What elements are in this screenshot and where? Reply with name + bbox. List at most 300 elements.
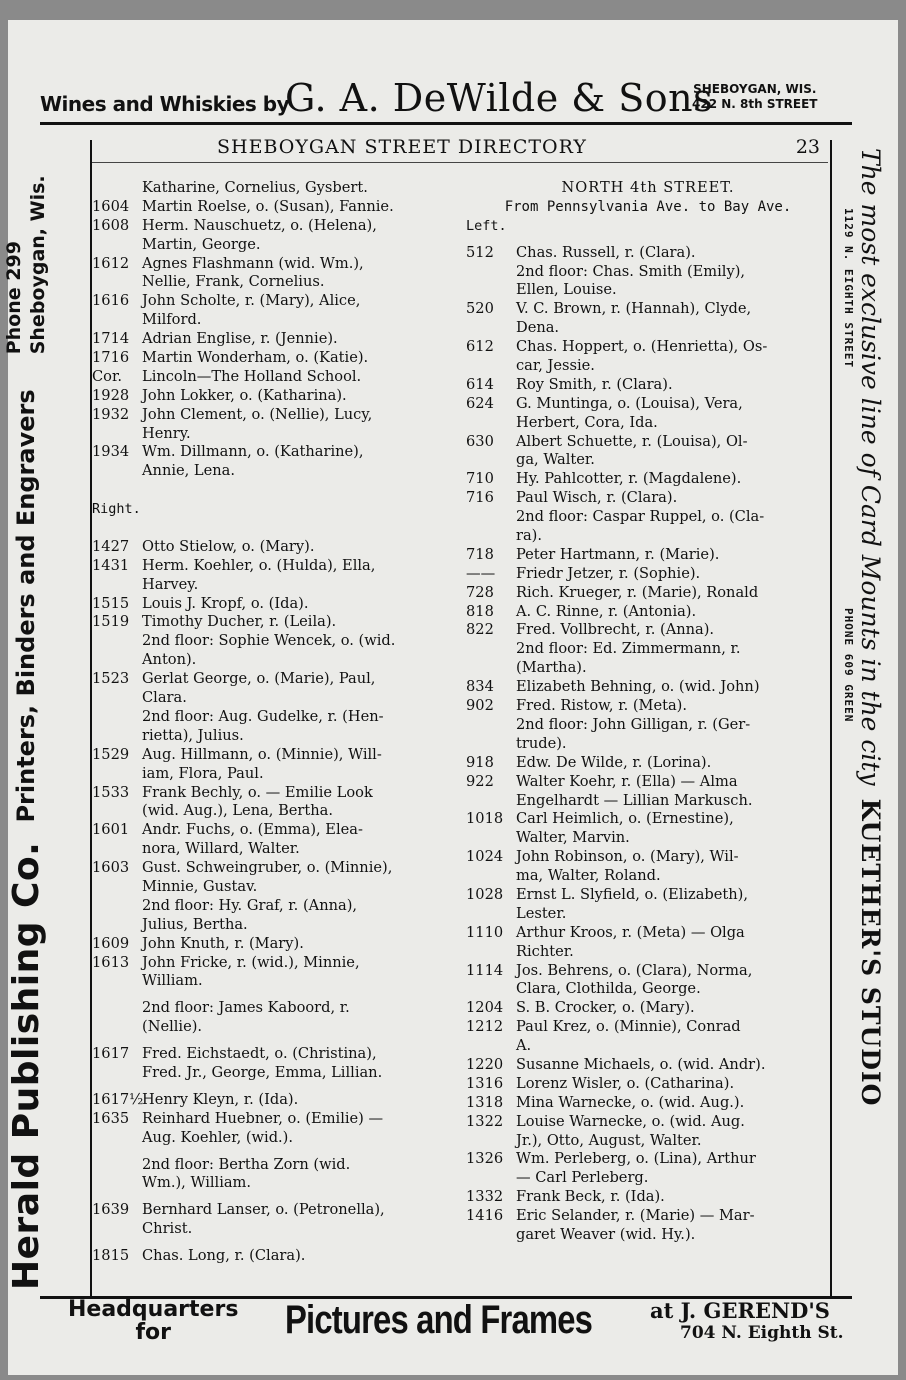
studio-tagline: The most exclusive line of Card Mounts in the city	[856, 148, 885, 786]
resident-names: Lincoln—The Holland School.	[142, 367, 362, 385]
ad-address	[692, 82, 817, 112]
directory-entry	[92, 689, 462, 708]
resident-names: Annie, Lena.	[142, 462, 235, 480]
directory-entry	[466, 357, 830, 376]
directory-entry	[466, 659, 830, 678]
spacer	[92, 1083, 462, 1091]
house-number: 834	[466, 678, 494, 696]
directory-entry	[92, 1064, 462, 1083]
resident-names: Ellen, Louise.	[516, 281, 617, 299]
resident-names: 2nd floor: James Kaboord, r.	[142, 999, 350, 1017]
spacer	[466, 236, 830, 244]
directory-entry	[466, 1207, 830, 1226]
house-number: 630	[466, 432, 494, 450]
resident-names: Paul Wisch, r. (Clara).	[516, 489, 678, 507]
directory-entry	[466, 640, 830, 659]
house-number: 1601	[92, 821, 130, 839]
resident-names: — Carl Perleberg.	[516, 1169, 649, 1187]
resident-names: Gust. Schweingruber, o. (Minnie),	[142, 859, 393, 877]
directory-entry	[92, 897, 462, 916]
house-number: 1318	[466, 1093, 504, 1111]
street-range: From Pennsylvania Ave. to Bay Ave.	[504, 198, 792, 215]
resident-names: Ernst L. Slyfield, o. (Elizabeth),	[516, 885, 749, 903]
directory-entry	[92, 727, 462, 746]
directory-entry	[466, 980, 830, 999]
resident-names: Fred. Ristow, r. (Meta).	[516, 697, 688, 715]
directory-entry	[92, 784, 462, 803]
resident-names: Chas. Long, r. (Clara).	[142, 1247, 306, 1265]
resident-names: 2nd floor: Ed. Zimmermann, r.	[516, 640, 741, 658]
resident-names: Reinhard Huebner, o. (Emilie) —	[142, 1109, 384, 1127]
directory-entry	[92, 443, 462, 462]
directory-entry	[92, 349, 462, 368]
directory-entry	[92, 916, 462, 935]
directory-entry	[466, 376, 830, 395]
directory-entry	[92, 217, 462, 236]
resident-names: Roy Smith, r. (Clara).	[516, 375, 673, 393]
directory-entry	[92, 670, 462, 689]
directory-entry	[92, 878, 462, 897]
directory-entry	[92, 840, 462, 859]
page-number: 23	[795, 136, 820, 158]
directory-entry	[466, 1037, 830, 1056]
resident-names: (Nellie).	[142, 1018, 203, 1036]
directory-entry	[92, 651, 462, 670]
house-number: 1533	[92, 783, 130, 801]
resident-names: Walter Koehr, r. (Ella) — Alma	[516, 772, 738, 790]
house-number: 1716	[92, 349, 130, 367]
resident-names: Frank Bechly, o. — Emilie Look	[142, 783, 373, 801]
directory-entry	[466, 244, 830, 263]
resident-names: Katharine, Cornelius, Gysbert.	[142, 179, 368, 196]
running-head	[92, 134, 828, 163]
directory-entry	[466, 527, 830, 546]
directory-entry	[466, 886, 830, 905]
resident-names: William.	[142, 972, 203, 990]
resident-names: Lester.	[516, 904, 567, 922]
directory-entry	[466, 773, 830, 792]
directory-entry	[92, 1201, 462, 1220]
resident-names: nora, Willard, Walter.	[142, 840, 300, 858]
directory-entry	[466, 584, 830, 603]
house-number: 718	[466, 545, 494, 563]
house-number: 902	[466, 697, 494, 715]
right-margin-ad	[842, 148, 885, 1107]
directory-entry	[92, 406, 462, 425]
directory-entry	[92, 1174, 462, 1193]
side-label: Right.	[92, 501, 141, 518]
directory-entry	[92, 368, 462, 387]
house-number: 614	[466, 375, 494, 393]
directory-entry	[466, 433, 830, 452]
resident-names: Louise Warnecke, o. (wid. Aug.	[516, 1112, 745, 1130]
resident-names: (Martha).	[516, 659, 587, 677]
house-number: 1612	[92, 254, 130, 272]
resident-names: Herm. Koehler, o. (Hulda), Ella,	[142, 556, 376, 574]
house-number: 710	[466, 470, 494, 488]
resident-names: 2nd floor: Sophie Wencek, o. (wid.	[142, 632, 396, 650]
left-margin-ad	[2, 175, 50, 1290]
directory-entry	[92, 273, 462, 292]
house-number: 1609	[92, 934, 130, 952]
house-number: 918	[466, 753, 494, 771]
directory-entry	[92, 821, 462, 840]
directory-entry	[92, 311, 462, 330]
directory-entry	[92, 613, 462, 632]
resident-names: Martin Wonderham, o. (Katie).	[142, 349, 369, 367]
house-number: 716	[466, 489, 494, 507]
printers-binders: Printers, Binders and Engravers	[12, 389, 40, 823]
studio-name: KUETHER'S STUDIO	[856, 798, 885, 1107]
resident-names: Chas. Hoppert, o. (Henrietta), Os-	[516, 338, 768, 356]
resident-names: 2nd floor: Aug. Gudelke, r. (Hen-	[142, 707, 384, 725]
resident-names: Otto Stielow, o. (Mary).	[142, 537, 315, 555]
house-number: 1523	[92, 670, 130, 688]
directory-entry	[92, 387, 462, 406]
directory-entry	[466, 565, 830, 584]
studio-street: 1129 N. EIGHTH STREET	[842, 208, 855, 369]
house-number: 512	[466, 243, 494, 261]
spacer	[92, 1193, 462, 1201]
directory-entry	[466, 924, 830, 943]
house-number: 1427	[92, 537, 130, 555]
resident-names: Aug. Koehler, (wid.).	[142, 1128, 294, 1146]
house-number: 1617	[92, 1045, 130, 1063]
house-number: 1024	[466, 848, 504, 866]
ad-gerend-address: 704 N. Eighth St.	[680, 1323, 844, 1343]
street-heading: NORTH 4th STREET.	[561, 179, 735, 196]
directory-entry	[92, 292, 462, 311]
directory-entry	[92, 999, 462, 1018]
directory-entry	[92, 1156, 462, 1175]
directory-entry	[466, 470, 830, 489]
directory-entry	[92, 179, 462, 198]
ad-address-street: 422 N. 8th STREET	[692, 97, 818, 111]
house-number: 1519	[92, 613, 130, 631]
ad-firm-name: G. A. DeWilde & Sons	[285, 76, 714, 120]
directory-entry	[92, 708, 462, 727]
directory-entry	[92, 557, 462, 576]
house-number: 1932	[92, 405, 130, 423]
directory-entry	[466, 697, 830, 716]
directory-entry	[466, 792, 830, 811]
directory-entry	[466, 678, 830, 697]
directory-entry	[92, 859, 462, 878]
house-number: 1322	[466, 1112, 504, 1130]
resident-names: Wm.), William.	[142, 1174, 252, 1192]
resident-names: Albert Schuette, r. (Louisa), Ol-	[516, 432, 748, 450]
ad-wines-text: Wines and Whiskies by	[40, 92, 290, 116]
directory-entry	[466, 810, 830, 829]
house-number: 1934	[92, 443, 130, 461]
resident-names: Jr.), Otto, August, Walter.	[516, 1131, 702, 1149]
directory-entry	[92, 425, 462, 444]
directory-entry	[466, 1018, 830, 1037]
directory-entry	[92, 632, 462, 651]
house-number: 1212	[466, 1018, 504, 1036]
directory-entry	[92, 1045, 462, 1064]
ad-headquarters-word: Headquarters	[68, 1297, 239, 1322]
right-border	[830, 140, 832, 1296]
directory-entry	[92, 802, 462, 821]
resident-names: Julius, Bertha.	[142, 915, 248, 933]
resident-names: Herbert, Cora, Ida.	[516, 413, 658, 431]
herald-contact	[2, 175, 50, 354]
resident-names: Clara.	[142, 689, 187, 707]
directory-entry	[92, 255, 462, 274]
resident-names: John Robinson, o. (Mary), Wil-	[516, 848, 739, 866]
resident-names: Bernhard Lanser, o. (Petronella),	[142, 1201, 385, 1219]
directory-entry	[92, 765, 462, 784]
resident-names: iam, Flora, Paul.	[142, 764, 264, 782]
ad-pictures-frames: Pictures and Frames	[285, 1298, 593, 1342]
resident-names: A. C. Rinne, r. (Antonia).	[516, 602, 697, 620]
directory-entry	[92, 1247, 462, 1266]
directory-entry	[466, 1113, 830, 1132]
resident-names: Richter.	[516, 942, 574, 960]
directory-entry	[466, 905, 830, 924]
house-number: 1608	[92, 216, 130, 234]
directory-entry	[92, 746, 462, 765]
directory-entry	[466, 263, 830, 282]
ad-headquarters	[68, 1298, 238, 1344]
spacer	[92, 991, 462, 999]
resident-names: Mina Warnecke, o. (wid. Aug.).	[516, 1093, 745, 1111]
house-number: 1204	[466, 999, 504, 1017]
resident-names: Peter Hartmann, r. (Marie).	[516, 545, 720, 563]
resident-names: Rich. Krueger, r. (Marie), Ronald	[516, 583, 759, 601]
spacer	[92, 1239, 462, 1247]
herald-phone: Phone 299	[3, 241, 25, 355]
ad-for-word: for	[135, 1320, 171, 1345]
directory-entry	[466, 735, 830, 754]
directory-entry	[466, 943, 830, 962]
resident-names: ra).	[516, 527, 543, 545]
directory-entry	[92, 462, 462, 481]
resident-names: Frank Beck, r. (Ida).	[516, 1188, 665, 1206]
house-number: 1613	[92, 953, 130, 971]
house-number: Cor.	[92, 367, 122, 385]
resident-names: 2nd floor: Chas. Smith (Emily),	[516, 262, 746, 280]
resident-names: John Fricke, r. (wid.), Minnie,	[142, 953, 360, 971]
house-number: 1815	[92, 1247, 130, 1265]
house-number: 1028	[466, 885, 504, 903]
house-number: 1604	[92, 197, 130, 215]
resident-names: John Scholte, r. (Mary), Alice,	[142, 292, 361, 310]
resident-names: G. Muntinga, o. (Louisa), Vera,	[516, 394, 743, 412]
resident-names: Andr. Fuchs, o. (Emma), Elea-	[142, 821, 363, 839]
house-number: 1639	[92, 1201, 130, 1219]
resident-names: Fred. Jr., George, Emma, Lillian.	[142, 1063, 383, 1081]
resident-names: Arthur Kroos, r. (Meta) — Olga	[516, 923, 745, 941]
resident-names: Fred. Eichstaedt, o. (Christina),	[142, 1045, 377, 1063]
right-column	[466, 179, 830, 1245]
resident-names: Chas. Russell, r. (Clara).	[516, 243, 696, 261]
directory-entry	[92, 595, 462, 614]
resident-names: Friedr Jetzer, r. (Sophie).	[516, 564, 701, 582]
directory-entry	[92, 538, 462, 557]
resident-names: Aug. Hillmann, o. (Minnie), Will-	[142, 745, 382, 763]
house-number: 1635	[92, 1109, 130, 1127]
studio-phone: PHONE 609 GREEN	[842, 608, 855, 723]
directory-entry	[466, 867, 830, 886]
top-advertisement	[40, 78, 860, 118]
herald-publishing: Herald Publishing Co.	[5, 841, 47, 1290]
house-number: 1416	[466, 1207, 504, 1225]
directory-entry	[92, 935, 462, 954]
directory-entry	[466, 1075, 830, 1094]
page-title: SHEBOYGAN STREET DIRECTORY	[217, 136, 587, 158]
directory-entry	[466, 1132, 830, 1151]
directory-entry	[466, 716, 830, 735]
directory-entry	[92, 330, 462, 349]
house-number: 822	[466, 621, 494, 639]
directory-entry	[92, 1220, 462, 1239]
directory-entry	[466, 281, 830, 300]
house-number: 1515	[92, 594, 130, 612]
resident-names: Martin Roelse, o. (Susan), Fannie.	[142, 197, 394, 215]
directory-entry	[92, 1110, 462, 1129]
resident-names: John Knuth, r. (Mary).	[142, 934, 304, 952]
left-column	[92, 179, 462, 1266]
house-number: 1529	[92, 745, 130, 763]
house-number: 922	[466, 772, 494, 790]
house-number: 1603	[92, 859, 130, 877]
directory-entry	[466, 621, 830, 640]
bottom-advertisement	[40, 1298, 860, 1358]
resident-names: Susanne Michaels, o. (wid. Andr).	[516, 1055, 766, 1073]
resident-names: 2nd floor: John Gilligan, r. (Ger-	[516, 715, 751, 733]
resident-names: Wm. Dillmann, o. (Katharine),	[142, 443, 364, 461]
directory-entry	[466, 338, 830, 357]
house-number: 1316	[466, 1074, 504, 1092]
house-number: 1018	[466, 810, 504, 828]
house-number: 1431	[92, 556, 130, 574]
spacer	[92, 519, 462, 538]
resident-names: Paul Krez, o. (Minnie), Conrad	[516, 1018, 741, 1036]
resident-names: car, Jessie.	[516, 357, 595, 375]
ad-gerend-name: at J. GEREND'S	[650, 1298, 830, 1323]
resident-names: Henry.	[142, 424, 191, 442]
herald-city: Sheboygan, Wis.	[27, 175, 49, 355]
resident-names: V. C. Brown, r. (Hannah), Clyde,	[516, 300, 752, 318]
house-number: 1332	[466, 1188, 504, 1206]
resident-names: Edw. De Wilde, r. (Lorina).	[516, 753, 712, 771]
resident-names: Henry Kleyn, r. (Ida).	[142, 1090, 299, 1108]
resident-names: Milford.	[142, 311, 202, 329]
resident-names: Jos. Behrens, o. (Clara), Norma,	[516, 961, 753, 979]
house-number: 728	[466, 583, 494, 601]
directory-entry	[466, 829, 830, 848]
ad-address-city: SHEBOYGAN, WIS.	[693, 82, 817, 96]
house-number: 1928	[92, 386, 130, 404]
directory-entry	[466, 508, 830, 527]
house-number: 624	[466, 394, 494, 412]
resident-names: Christ.	[142, 1220, 193, 1238]
resident-names: A.	[516, 1037, 532, 1055]
resident-names: Herm. Nauschuetz, o. (Helena),	[142, 216, 377, 234]
directory-entry	[466, 603, 830, 622]
resident-names: Elizabeth Behning, o. (wid. John)	[516, 678, 760, 696]
directory-entry	[466, 1226, 830, 1245]
house-number: 818	[466, 602, 494, 620]
house-number: 1714	[92, 330, 130, 348]
resident-names: Nellie, Frank, Cornelius.	[142, 273, 325, 291]
resident-names: garet Weaver (wid. Hy.).	[516, 1225, 696, 1243]
resident-names: Minnie, Gustav.	[142, 877, 258, 895]
directory-entry	[466, 414, 830, 433]
resident-names: ma, Walter, Roland.	[516, 867, 661, 885]
resident-names: 2nd floor: Bertha Zorn (wid.	[142, 1155, 351, 1173]
top-rule	[40, 122, 852, 125]
directory-entry	[92, 1129, 462, 1148]
resident-names: Hy. Pahlcotter, r. (Magdalene).	[516, 470, 742, 488]
house-number: 1220	[466, 1055, 504, 1073]
resident-names: Adrian Englise, r. (Jennie).	[142, 330, 338, 348]
directory-entry	[92, 576, 462, 595]
spacer	[92, 1148, 462, 1156]
directory-entry	[466, 1056, 830, 1075]
directory-entry	[92, 236, 462, 255]
resident-names: Wm. Perleberg, o. (Lina), Arthur	[516, 1150, 756, 1168]
resident-names: Lorenz Wisler, o. (Catharina).	[516, 1074, 735, 1092]
directory-entry	[466, 1188, 830, 1207]
directory-entry	[466, 395, 830, 414]
resident-names: Anton).	[142, 651, 197, 669]
directory-entry	[92, 198, 462, 217]
resident-names: Gerlat George, o. (Marie), Paul,	[142, 670, 376, 688]
directory-entry	[92, 972, 462, 991]
resident-names: Dena.	[516, 319, 560, 337]
directory-entry	[466, 848, 830, 867]
resident-names: Timothy Ducher, r. (Leila).	[142, 613, 337, 631]
resident-names: Louis J. Kropf, o. (Ida).	[142, 594, 309, 612]
directory-entry	[466, 300, 830, 319]
house-number: 520	[466, 300, 494, 318]
resident-names: Martin, George.	[142, 235, 261, 253]
resident-names: ga, Walter.	[516, 451, 595, 469]
resident-names: Carl Heimlich, o. (Ernestine),	[516, 810, 734, 828]
house-number: 1110	[466, 923, 504, 941]
directory-entry	[466, 319, 830, 338]
spacer	[92, 1037, 462, 1045]
directory-entry	[92, 1018, 462, 1037]
house-number: ——	[466, 564, 496, 582]
resident-names: Agnes Flashmann (wid. Wm.),	[142, 254, 364, 272]
resident-names: rietta), Julius.	[142, 726, 244, 744]
directory-entry	[466, 999, 830, 1018]
resident-names: Clara, Clothilda, George.	[516, 980, 701, 998]
resident-names: Walter, Marvin.	[516, 829, 630, 847]
directory-entry	[466, 489, 830, 508]
directory-entry	[92, 954, 462, 973]
resident-names: S. B. Crocker, o. (Mary).	[516, 999, 695, 1017]
house-number: 612	[466, 338, 494, 356]
resident-names: Fred. Vollbrecht, r. (Anna).	[516, 621, 715, 639]
resident-names: Harvey.	[142, 575, 199, 593]
resident-names: John Lokker, o. (Katharina).	[142, 386, 347, 404]
directory-entry	[466, 962, 830, 981]
resident-names: 2nd floor: Caspar Ruppel, o. (Cla-	[516, 508, 765, 526]
directory-entry	[466, 451, 830, 470]
resident-names: John Clement, o. (Nellie), Lucy,	[142, 405, 373, 423]
house-number: 1617½	[92, 1090, 144, 1108]
house-number: 1114	[466, 961, 504, 979]
resident-names: Eric Selander, r. (Marie) — Mar-	[516, 1207, 755, 1225]
directory-entry	[466, 1169, 830, 1188]
resident-names: 2nd floor: Hy. Graf, r. (Anna),	[142, 896, 358, 914]
directory-entry	[466, 754, 830, 773]
